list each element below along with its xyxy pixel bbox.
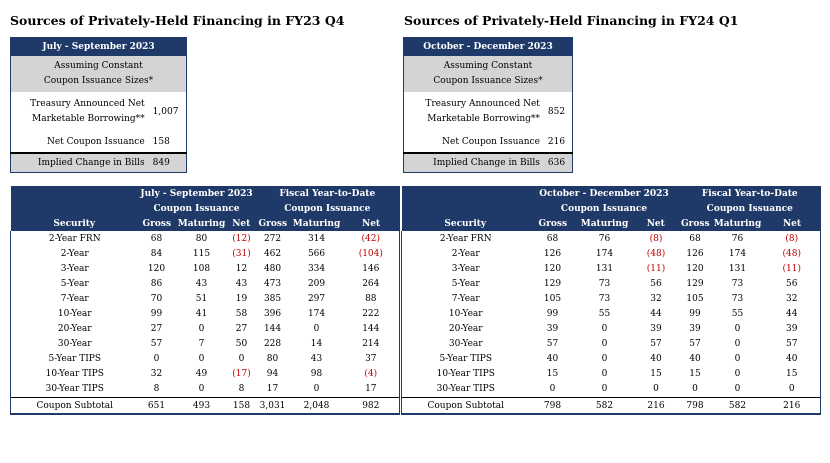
table-cell: 14 [310, 339, 323, 350]
table-cell: 0 [653, 384, 659, 395]
right-subgroup1: Coupon Issuance [530, 201, 679, 216]
right-summary-table [403, 37, 573, 173]
security-name: 10-Year TIPS [11, 367, 139, 382]
table-cell: 0 [549, 384, 556, 395]
table-cell: 57 [546, 339, 559, 350]
table-cell: 40 [689, 354, 701, 365]
table-cell: 0 [601, 324, 608, 335]
table-cell: 27 [150, 324, 163, 335]
table-cell: (48) [764, 246, 821, 261]
table-cell: (42) [343, 231, 400, 246]
table-cell: 2,048 [291, 398, 343, 415]
table-cell: 73 [598, 278, 611, 289]
table-cell: 174 [307, 309, 326, 320]
table-cell: 80 [195, 233, 208, 244]
table-cell: 43 [195, 278, 208, 289]
left-col-header-3: Net [229, 216, 255, 231]
security-name: 2-Year FRN [11, 231, 139, 246]
table-cell: 209 [307, 278, 326, 289]
table-cell: (11) [764, 261, 821, 276]
left-treasury-label [11, 92, 148, 132]
table-cell: 216 [634, 398, 679, 415]
right-col-header-5: Maturing [712, 216, 764, 231]
table-cell: 17 [343, 382, 400, 398]
table-cell: 3,031 [255, 398, 291, 415]
table-row [402, 306, 821, 321]
right-implied-value: 636 [543, 153, 573, 173]
table-cell: 144 [263, 324, 282, 335]
table-cell: 73 [598, 293, 611, 304]
table-row [11, 276, 400, 291]
table-cell: 43 [235, 278, 248, 289]
table-row [402, 291, 821, 306]
table-cell: 228 [263, 339, 282, 350]
right-col-header-0: Security [402, 216, 530, 231]
table-cell: 144 [343, 322, 400, 337]
table-cell: 214 [343, 337, 400, 352]
table-cell: 84 [150, 248, 163, 259]
left-col-header-4: Gross [255, 216, 291, 231]
left-summary-assumption [11, 56, 187, 93]
right-coupon-table [401, 186, 821, 415]
table-cell: 57 [150, 339, 163, 350]
table-cell: 982 [343, 398, 400, 415]
left-net-coupon-value: 158 [148, 132, 187, 153]
table-cell: 120 [686, 263, 704, 274]
security-name: Coupon Subtotal [11, 398, 139, 415]
table-cell: 51 [195, 293, 208, 304]
table-cell: (31) [232, 248, 251, 259]
table-cell: 15 [764, 367, 821, 382]
left-col-header-5: Maturing [291, 216, 343, 231]
table-cell: 56 [764, 276, 821, 291]
table-row [11, 246, 400, 261]
right-blank-1 [402, 186, 530, 201]
left-group2-header: Fiscal Year-to-Date [255, 186, 400, 201]
security-name: 5-Year [11, 276, 139, 291]
table-cell: 582 [576, 398, 634, 415]
table-cell: 15 [650, 369, 662, 380]
table-cell: (4) [343, 367, 400, 382]
right-title: Sources of Privately-Held Financing in FY24 Q1 [404, 13, 739, 28]
table-cell: 493 [175, 398, 229, 415]
table-cell: 798 [530, 398, 576, 415]
table-cell: 131 [595, 263, 614, 274]
table-cell: 0 [198, 324, 205, 335]
table-cell: 40 [764, 352, 821, 367]
table-cell: 120 [147, 263, 166, 274]
security-name: 10-Year TIPS [402, 367, 530, 382]
table-cell: 0 [601, 369, 608, 380]
table-cell: 7 [198, 339, 205, 350]
table-cell: 17 [266, 384, 279, 395]
table-cell: 32 [650, 293, 662, 304]
right-col-header-3: Net [634, 216, 679, 231]
left-assume-line1: Assuming Constant [54, 61, 143, 71]
table-cell: 314 [307, 233, 326, 244]
table-cell: 216 [764, 398, 821, 415]
right-col-header-4: Gross [679, 216, 712, 231]
security-name: 20-Year [11, 322, 139, 337]
table-cell: (17) [232, 369, 251, 380]
table-cell: 56 [650, 278, 662, 289]
table-cell: 0 [764, 382, 821, 398]
table-cell: 115 [192, 248, 211, 259]
table-cell: 297 [307, 293, 326, 304]
right-treasury-value: 852 [543, 92, 573, 132]
table-cell: 41 [195, 309, 208, 320]
table-cell: (11) [646, 263, 666, 274]
right-col-header-6: Net [764, 216, 821, 231]
table-row [402, 352, 821, 367]
table-cell: (48) [646, 248, 666, 259]
right-net-coupon-value: 216 [543, 132, 573, 153]
security-name: 5-Year [402, 276, 530, 291]
table-cell: 58 [235, 309, 248, 320]
table-cell: 158 [229, 398, 255, 415]
table-cell: 55 [731, 309, 744, 320]
table-cell: 480 [263, 263, 282, 274]
left-net-coupon-label: Net Coupon Issuance [11, 132, 148, 153]
left-subgroup2: Coupon Issuance [255, 201, 400, 216]
security-name: 5-Year TIPS [11, 352, 139, 367]
security-name: 2-Year [11, 246, 139, 261]
table-cell: 99 [689, 309, 701, 320]
table-row [11, 337, 400, 352]
table-cell: 15 [689, 369, 701, 380]
security-name: 7-Year [402, 291, 530, 306]
left-implied-value: 849 [148, 153, 187, 173]
table-cell: 473 [263, 278, 282, 289]
table-cell: 68 [689, 233, 701, 244]
table-cell: 0 [601, 354, 608, 365]
left-subgroup1: Coupon Issuance [139, 201, 255, 216]
security-name: 20-Year [402, 322, 530, 337]
table-cell: 57 [689, 339, 701, 350]
table-cell: 68 [150, 233, 163, 244]
security-name: Coupon Subtotal [402, 398, 530, 415]
left-col-header-1: Gross [139, 216, 175, 231]
table-row [402, 246, 821, 261]
table-cell: (12) [232, 233, 251, 244]
security-name: 30-Year [11, 337, 139, 352]
right-blank-2 [402, 201, 530, 216]
table-cell: 57 [764, 337, 821, 352]
right-net-coupon-label: Net Coupon Issuance [404, 132, 543, 153]
table-cell: 99 [546, 309, 559, 320]
table-cell: 0 [198, 354, 205, 365]
table-cell: 39 [650, 324, 662, 335]
table-cell: 146 [343, 261, 400, 276]
table-cell: 264 [343, 276, 400, 291]
table-cell: 57 [650, 339, 662, 350]
left-title: Sources of Privately-Held Financing in FY23 Q4 [10, 13, 345, 28]
left-blank-2 [11, 201, 139, 216]
table-cell: 0 [734, 339, 741, 350]
table-cell: 0 [734, 324, 741, 335]
left-implied-label: Implied Change in Bills [11, 153, 148, 173]
table-cell: 582 [712, 398, 764, 415]
table-cell: 129 [686, 278, 704, 289]
table-cell: 55 [598, 309, 611, 320]
table-cell: 40 [650, 354, 662, 365]
left-treasury-value: 1,007 [148, 92, 187, 132]
table-cell: 222 [343, 306, 400, 321]
table-row [11, 352, 400, 367]
table-cell: 39 [689, 324, 701, 335]
table-cell: 98 [310, 369, 323, 380]
table-cell: 126 [686, 248, 704, 259]
table-cell: 120 [543, 263, 562, 274]
right-treasury-label [404, 92, 543, 132]
right-implied-label: Implied Change in Bills [404, 153, 543, 173]
table-cell: 174 [595, 248, 614, 259]
security-name: 3-Year [402, 261, 530, 276]
table-cell: 49 [195, 369, 208, 380]
table-row [11, 382, 400, 398]
table-row [11, 231, 400, 246]
security-name: 2-Year [402, 246, 530, 261]
table-cell: 99 [150, 309, 163, 320]
table-cell: 0 [601, 339, 608, 350]
table-cell: 272 [263, 233, 282, 244]
table-cell: 39 [764, 322, 821, 337]
table-cell: 50 [235, 339, 248, 350]
left-assume-line2: Coupon Issuance Sizes* [43, 76, 154, 86]
table-cell: 43 [310, 354, 323, 365]
right-treasury-label1: Treasury Announced Net [425, 99, 540, 109]
table-cell: 131 [728, 263, 747, 274]
table-cell: 80 [266, 354, 279, 365]
table-row [11, 261, 400, 276]
table-cell: 86 [150, 278, 163, 289]
security-name: 10-Year [11, 306, 139, 321]
table-cell: 0 [153, 354, 160, 365]
table-cell: 0 [238, 354, 245, 365]
table-row [402, 276, 821, 291]
table-cell: 0 [198, 384, 205, 395]
table-row [402, 231, 821, 246]
security-name: 5-Year TIPS [402, 352, 530, 367]
table-cell: 73 [731, 278, 744, 289]
right-assume-line1: Assuming Constant [443, 61, 533, 71]
table-cell: 334 [307, 263, 326, 274]
table-cell: 12 [235, 263, 248, 274]
security-name: 3-Year [11, 261, 139, 276]
right-assume-line2: Coupon Issuance Sizes* [433, 76, 543, 86]
right-col-header-1: Gross [530, 216, 576, 231]
table-cell: (8) [649, 233, 663, 244]
table-row [402, 337, 821, 352]
table-cell: 76 [598, 233, 611, 244]
left-blank-1 [11, 186, 139, 201]
table-cell: (8) [764, 231, 821, 246]
table-cell: 68 [546, 233, 559, 244]
security-name: 30-Year TIPS [11, 382, 139, 398]
table-cell: 462 [263, 248, 282, 259]
table-cell: 0 [313, 384, 320, 395]
table-cell: 0 [601, 384, 608, 395]
table-cell: 39 [546, 324, 559, 335]
table-cell: 108 [192, 263, 211, 274]
table-cell: 396 [263, 309, 282, 320]
left-treasury-label2: Marketable Borrowing** [32, 114, 145, 124]
table-row [11, 367, 400, 382]
table-row [11, 322, 400, 337]
table-cell: 37 [343, 352, 400, 367]
right-treasury-label2: Marketable Borrowing** [427, 114, 540, 124]
table-cell: 798 [679, 398, 712, 415]
table-row [402, 261, 821, 276]
table-cell: 94 [266, 369, 279, 380]
table-row [402, 367, 821, 382]
table-cell: 32 [764, 291, 821, 306]
table-cell: 8 [238, 384, 245, 395]
left-coupon-table [10, 186, 400, 415]
table-cell: 174 [728, 248, 747, 259]
security-name: 30-Year TIPS [402, 382, 530, 398]
table-cell: 40 [546, 354, 559, 365]
table-cell: 0 [734, 384, 741, 395]
right-summary-period: October - December 2023 [404, 38, 573, 56]
table-cell: 105 [686, 293, 704, 304]
table-cell: 73 [731, 293, 744, 304]
table-cell: 0 [734, 369, 741, 380]
right-summary-assumption [404, 56, 573, 93]
right-col-header-2: Maturing [576, 216, 634, 231]
table-cell: (104) [343, 246, 400, 261]
right-subgroup2: Coupon Issuance [679, 201, 821, 216]
table-cell: 651 [139, 398, 175, 415]
right-group1-header: October - December 2023 [530, 186, 679, 201]
table-cell: 385 [263, 293, 282, 304]
table-row [402, 382, 821, 398]
security-name: 30-Year [402, 337, 530, 352]
table-cell: 44 [764, 306, 821, 321]
table-row [11, 291, 400, 306]
table-cell: 566 [307, 248, 326, 259]
left-summary-table [10, 37, 187, 173]
table-cell: 27 [235, 324, 248, 335]
table-cell: 32 [150, 369, 163, 380]
left-col-header-0: Security [11, 216, 139, 231]
table-cell: 70 [150, 293, 163, 304]
table-cell: 8 [153, 384, 160, 395]
security-name: 7-Year [11, 291, 139, 306]
table-cell: 44 [650, 309, 662, 320]
right-group2-header: Fiscal Year-to-Date [679, 186, 821, 201]
left-col-header-2: Maturing [175, 216, 229, 231]
left-treasury-label1: Treasury Announced Net [30, 99, 145, 109]
left-summary-period: July - September 2023 [11, 38, 187, 56]
table-cell: 105 [543, 293, 562, 304]
table-row [11, 306, 400, 321]
left-subtotal-row [11, 398, 400, 415]
left-group1-header: July - September 2023 [139, 186, 255, 201]
table-cell: 88 [343, 291, 400, 306]
table-cell: 15 [546, 369, 559, 380]
table-cell: 76 [731, 233, 744, 244]
table-row [402, 322, 821, 337]
left-col-header-6: Net [343, 216, 400, 231]
table-cell: 126 [543, 248, 562, 259]
security-name: 10-Year [402, 306, 530, 321]
table-cell: 0 [313, 324, 320, 335]
table-cell: 0 [734, 354, 741, 365]
table-cell: 0 [692, 384, 698, 395]
security-name: 2-Year FRN [402, 231, 530, 246]
right-subtotal-row [402, 398, 821, 415]
table-cell: 19 [235, 293, 248, 304]
table-cell: 129 [543, 278, 562, 289]
